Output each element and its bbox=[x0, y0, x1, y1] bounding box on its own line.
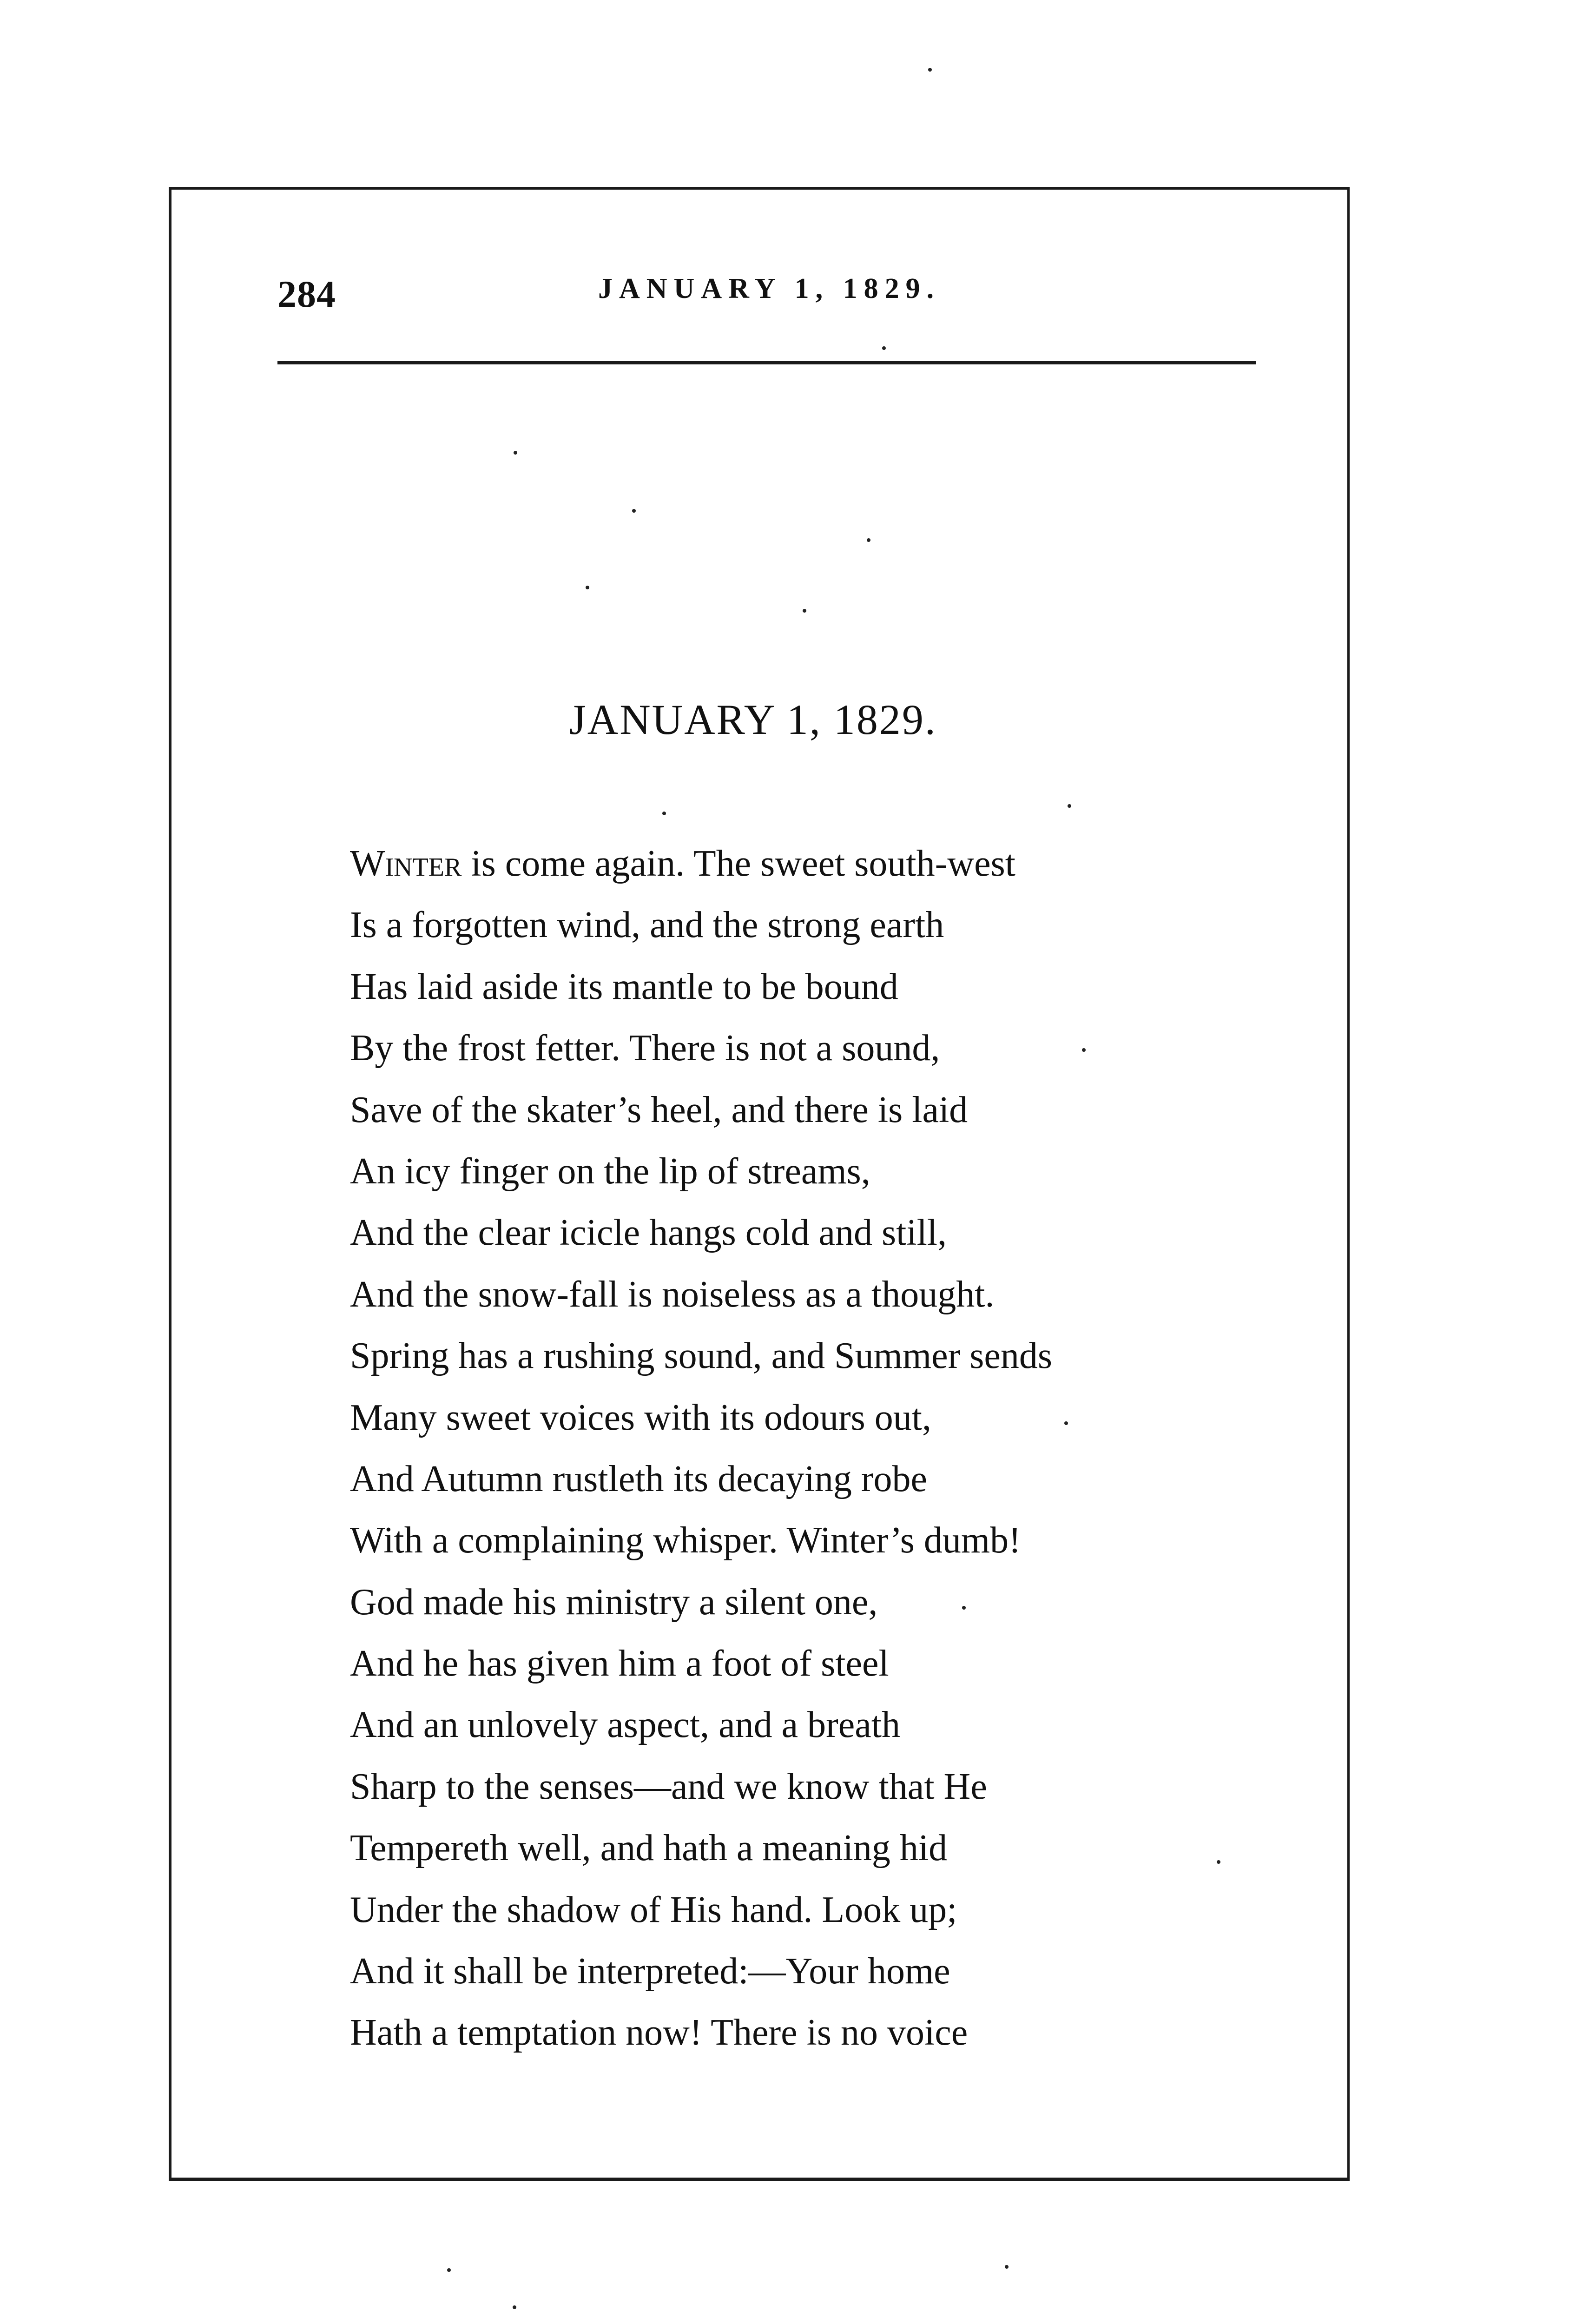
poem-line: Sharp to the senses—and we know that He bbox=[350, 1766, 987, 1807]
page-number: 284 bbox=[277, 273, 336, 315]
poem-line: Tempereth well, and hath a meaning hid bbox=[350, 1828, 948, 1869]
poem-line: And an unlovely aspect, and a breath bbox=[350, 1704, 901, 1746]
poem-line: Is a forgotten wind, and the strong earth bbox=[350, 905, 944, 946]
scan-speck bbox=[1064, 1421, 1068, 1425]
poem-first-line-rest: is come again. The sweet south-west bbox=[461, 843, 1015, 884]
scan-speck bbox=[662, 812, 666, 815]
poem-line: With a complaining whisper. Winter’s dumb! bbox=[350, 1520, 1021, 1561]
scan-speck bbox=[586, 586, 589, 589]
scan-speck bbox=[928, 68, 932, 72]
poem-title: JANUARY 1, 1829. bbox=[569, 696, 937, 743]
scan-speck bbox=[513, 2305, 516, 2309]
poem-line bbox=[350, 833, 1256, 894]
poem-line: God made his ministry a silent one, bbox=[350, 1581, 878, 1623]
header-rule bbox=[277, 361, 1256, 364]
poem-body bbox=[350, 833, 1256, 2064]
scan-speck bbox=[803, 609, 806, 613]
poem-line: Hath a temptation now! There is no voice bbox=[350, 2012, 968, 2053]
scan-speck bbox=[447, 2268, 451, 2272]
poem-line: An icy finger on the lip of streams, bbox=[350, 1150, 870, 1192]
running-head bbox=[277, 260, 1256, 316]
poem-first-word: Winter bbox=[350, 843, 462, 884]
scan-speck bbox=[962, 1606, 966, 1610]
poem-line: And the snow-fall is noiseless as a thought. bbox=[350, 1274, 995, 1315]
scan-speck bbox=[867, 538, 870, 542]
poem-line: And he has given him a foot of steel bbox=[350, 1643, 889, 1684]
poem-line: And the clear icicle hangs cold and still, bbox=[350, 1212, 947, 1254]
scan-speck bbox=[514, 451, 517, 455]
poem-line: And it shall be interpreted:—Your home bbox=[350, 1951, 950, 1992]
poem-line: Under the shadow of His hand. Look up; bbox=[350, 1889, 957, 1930]
scan-speck bbox=[1005, 2265, 1009, 2269]
poem-line: Spring has a rushing sound, and Summer sends bbox=[350, 1335, 1053, 1377]
scan-speck bbox=[1082, 1048, 1086, 1052]
scan-speck bbox=[1217, 1860, 1220, 1864]
scan-speck bbox=[882, 346, 886, 350]
scan-speck bbox=[632, 509, 636, 513]
poem-line: Save of the skater’s heel, and there is laid bbox=[350, 1089, 968, 1130]
poem-line: Has laid aside its mantle to be bound bbox=[350, 966, 898, 1007]
running-title: JANUARY 1, 1829. bbox=[598, 273, 941, 304]
poem-line: By the frost fetter. There is not a sound, bbox=[350, 1028, 940, 1069]
scan-speck bbox=[1068, 804, 1071, 808]
poem-line: And Autumn rustleth its decaying robe bbox=[350, 1458, 928, 1499]
poem-line: Many sweet voices with its odours out, bbox=[350, 1397, 931, 1438]
